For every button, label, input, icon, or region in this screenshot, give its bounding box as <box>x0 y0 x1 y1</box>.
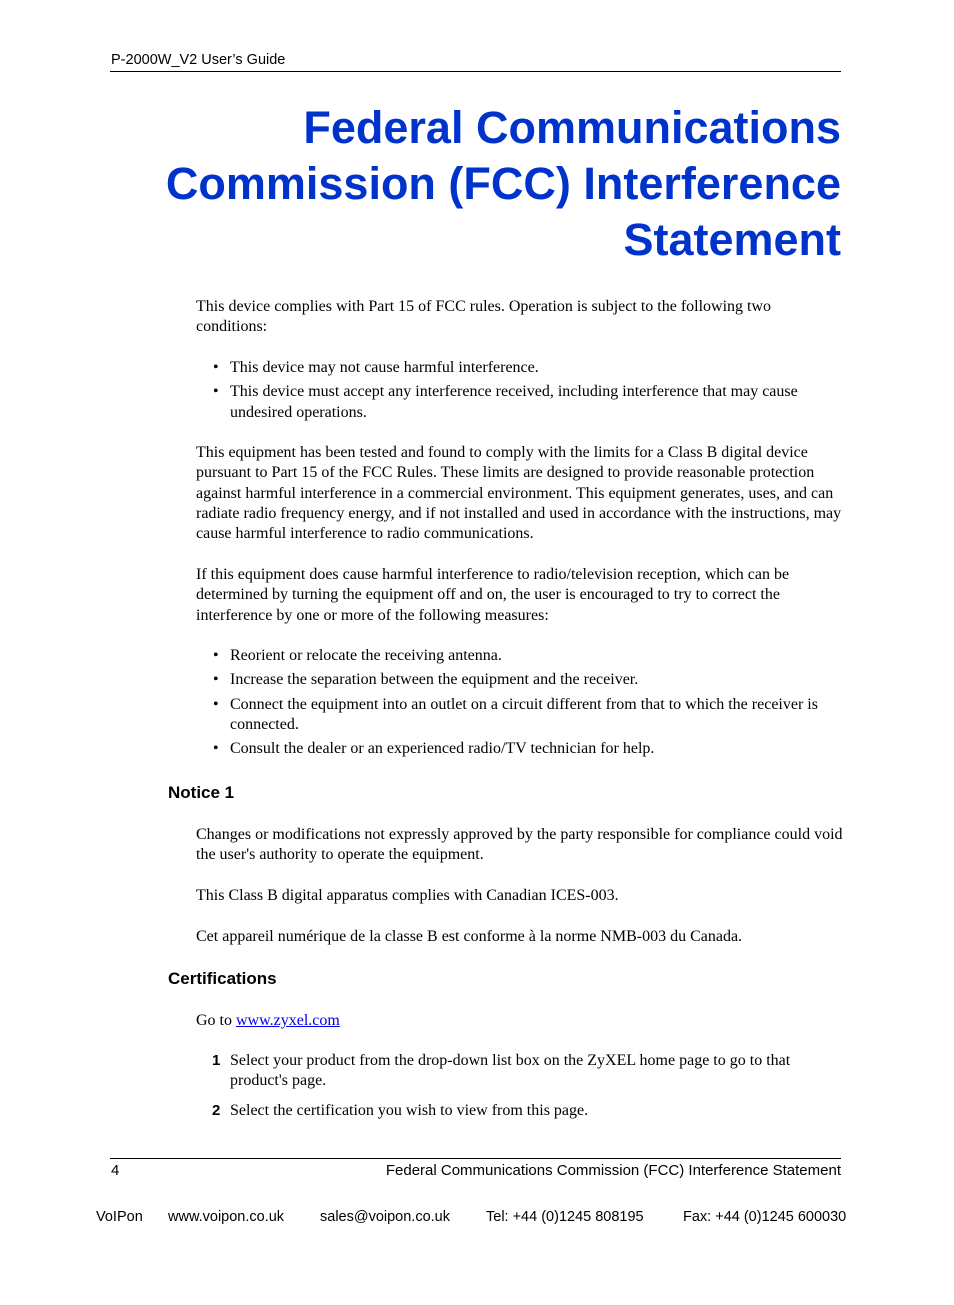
measures-list <box>196 646 846 759</box>
notice-heading: Notice 1 <box>168 783 235 802</box>
zyxel-website-link[interactable]: www.zyxel.com <box>236 1012 340 1029</box>
list-item <box>196 382 846 423</box>
contact-email: sales@voipon.co.uk <box>320 1209 450 1225</box>
certification-steps <box>196 1051 846 1121</box>
goto-prefix: Go to <box>196 1012 236 1029</box>
goto-paragraph <box>196 1011 846 1031</box>
compliance-paragraph: This equipment has been tested and found to comply with the limits for a Class B digital device pursuant to Part 15 of the FCC Rules. These limits are designed to provide reasonable protection against harmful interference in a commercial environment. This equipment generates, uses, and can radiate radio frequency energy, and if not installed and used in accordance with the instructions, may cause harmful interference to radio communications. <box>196 444 842 543</box>
header-rule <box>110 71 841 72</box>
page-number: 4 <box>111 1162 120 1179</box>
contact-bar <box>96 1209 866 1305</box>
list-item-text: Increase the separation between the equipment and the receiver. <box>230 671 639 689</box>
list-item <box>196 358 846 378</box>
running-header: P-2000W_V2 User’s Guide <box>111 52 286 68</box>
contact-phone: Tel: +44 (0)1245 808195 <box>486 1209 644 1225</box>
step-text: Select your product from the drop-down list box on the ZyXEL home page to go to that product's page. <box>230 1052 791 1090</box>
list-item-text: This device may not cause harmful interference. <box>230 359 539 376</box>
list-item <box>196 670 846 690</box>
interference-paragraph: If this equipment does cause harmful interference to radio/television reception, which can be determined by turning the equipment off and on, the user is encouraged to try to correct the interference by one or more of the following measures: <box>196 566 790 624</box>
notice-paragraph-1: Changes or modifications not expressly approved by the party responsible for compliance could void the user's authority to operate the equipment. <box>196 826 843 864</box>
contact-company: VoIPon <box>96 1209 143 1225</box>
list-item <box>196 739 846 759</box>
notice-paragraph-2: This Class B digital apparatus complies with Canadian ICES-003. <box>196 887 619 904</box>
list-item <box>196 646 846 666</box>
page-title <box>101 100 841 268</box>
list-item <box>196 1051 846 1092</box>
list-item <box>196 1101 846 1121</box>
step-number: 1 <box>212 1052 221 1069</box>
contact-website: www.voipon.co.uk <box>168 1209 285 1225</box>
bullet-icon: • <box>213 695 219 713</box>
footer-rule <box>110 1158 841 1159</box>
notice-paragraph-3: Cet appareil numérique de la classe B est conforme à la norme NMB-003 du Canada. <box>196 928 743 945</box>
bullet-icon: • <box>213 647 219 664</box>
intro-paragraph: This device complies with Part 15 of FCC rules. Operation is subject to the following two conditions: <box>196 298 772 336</box>
contact-fax: Fax: +44 (0)1245 600030 <box>683 1209 847 1225</box>
step-text: Select the certification you wish to view from this page. <box>230 1101 589 1119</box>
bullet-icon: • <box>213 740 219 758</box>
footer-chapter-title: Federal Communications Commission (FCC) Interference Statement <box>385 1162 841 1179</box>
list-item-text: Consult the dealer or an experienced radio/TV technician for help. <box>230 740 655 758</box>
bullet-icon: • <box>213 359 219 376</box>
bullet-icon: • <box>213 383 219 401</box>
conditions-list <box>196 358 846 423</box>
list-item-text: This device must accept any interference received, including interference that may cause undesired operations. <box>230 383 798 421</box>
list-item <box>196 695 846 736</box>
page-title-line-1: Federal Communications <box>303 102 841 153</box>
page-title-line-2: Commission (FCC) Interference <box>165 158 841 209</box>
page-title-line-3: Statement <box>623 214 841 265</box>
list-item-text: Reorient or relocate the receiving antenna. <box>230 647 502 664</box>
bullet-icon: • <box>213 671 219 689</box>
certifications-heading: Certifications <box>168 969 277 988</box>
list-item-text: Connect the equipment into an outlet on a circuit different from that to which the receiver is connected. <box>230 695 818 733</box>
step-number: 2 <box>212 1101 221 1119</box>
